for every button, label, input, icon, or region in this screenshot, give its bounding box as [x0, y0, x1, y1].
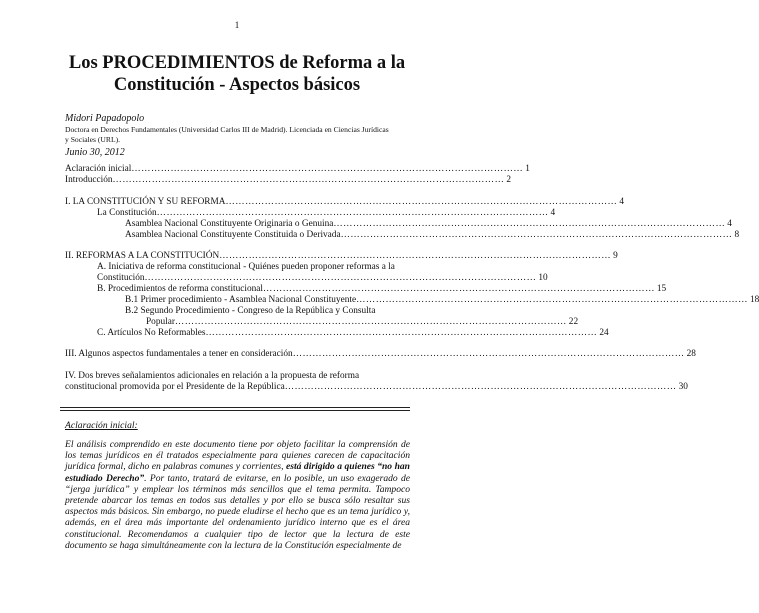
toc-entry-text: Asamblea Nacional Constituyente Originaria o Genuina	[125, 219, 334, 229]
author-affiliation	[65, 125, 415, 145]
toc-entry-text: Asamblea Nacional Constituyente Constituida o Derivada	[125, 230, 341, 240]
toc-page-number: 18	[749, 295, 759, 305]
toc-leader: …………………………………………………………………………………………………………	[263, 284, 655, 294]
toc-leader: …………………………………………………………………………………………………………	[340, 230, 733, 240]
page-number: 1	[234, 20, 240, 30]
toc-entry-aclaracion[interactable]	[65, 164, 530, 175]
body-text-emphasis: está dirigido a quienes “no han estudiado Derecho”	[65, 461, 410, 484]
toc-leader: …………………………………………………………………………………………………………	[292, 349, 685, 359]
toc-page-number: 8	[734, 230, 740, 240]
toc-entry-text: Constitución	[97, 273, 145, 283]
toc-entry-text: II. REFORMAS A LA CONSTITUCIÓN	[65, 251, 220, 261]
toc-leader: …………………………………………………………………………………………………………	[205, 328, 598, 338]
toc-page-number: 15	[656, 284, 667, 294]
toc-leader: …………………………………………………………………………………………………………	[333, 219, 726, 229]
toc-entry-section-1[interactable]	[65, 197, 624, 208]
toc-entry-asamblea-derivada[interactable]	[125, 230, 740, 241]
body-paragraph	[65, 439, 410, 551]
toc-entry-text: Aclaración inicial	[65, 164, 132, 174]
toc-leader: …………………………………………………………………………………………………………	[156, 208, 549, 218]
author-name: Midori Papadopolo	[65, 113, 145, 124]
affiliation-line-1: Doctora en Derechos Fundamentales (Universidad Carlos III de Madrid). Licenciada en Ciencias Jurídicas	[65, 125, 389, 134]
document-date: Junio 30, 2012	[65, 147, 125, 158]
toc-entry-introduccion[interactable]	[65, 175, 512, 186]
top-rule	[60, 407, 410, 408]
toc-entry-text: C. Artículos No Reformables	[97, 328, 206, 338]
toc-leader: …………………………………………………………………………………………………………	[144, 273, 537, 283]
toc-page-number: 1	[525, 164, 530, 174]
toc-leader: …………………………………………………………………………………………………………	[225, 197, 618, 207]
toc-leader: …………………………………………………………………………………………………………	[174, 317, 567, 327]
toc-leader: …………………………………………………………………………………………………………	[356, 295, 748, 305]
toc-entry-section-4-line-2[interactable]	[65, 382, 688, 393]
title-line-1: Los PROCEDIMIENTOS de Reforma a la	[68, 53, 406, 73]
toc-page-number: 28	[686, 349, 696, 359]
toc-entry-procedimientos[interactable]	[97, 284, 667, 295]
toc-page-number: 4	[550, 208, 556, 218]
toc-entry-articulos-no-reformables[interactable]	[97, 328, 609, 339]
toc-entry-iniciativa-line-2[interactable]	[97, 273, 548, 284]
bottom-rule	[60, 410, 410, 411]
toc-entry-asamblea-originaria[interactable]	[125, 219, 732, 230]
toc-entry-section-2[interactable]	[65, 251, 618, 262]
body-text-part-1: El análisis comprendido en este documento tiene por objeto facilitar la comprensión de los temas jurídicos en él tratados especialmente para quienes carecen de capacitación jurídica formal, dicho en palabras comunes y corrientes,	[65, 439, 410, 473]
toc-page-number: 24	[599, 328, 609, 338]
toc-page-number: 9	[613, 251, 618, 261]
toc-entry-segundo-procedimiento-line-1[interactable]: B.2 Segundo Procedimiento - Congreso de la República y Consulta	[125, 306, 376, 316]
toc-entry-primer-procedimiento[interactable]	[125, 295, 759, 306]
toc-entry-text: III. Algunos aspectos fundamentales a tener en consideración	[65, 349, 293, 359]
toc-entry-text: Popular	[146, 317, 175, 327]
toc-page-number: 2	[506, 175, 512, 185]
body-text-part-2: . Por tanto, tratará de evitarse, en lo posible, un uso exagerado de “jerga jurídica” y emplear los términos más sencillos que el tema permita. Tampoco pretende abarcar los temas en todos sus detalles y por ello se busca sólo resaltar sus aspectos más básicos. Sin embargo, no puede eludirse el hecho que es un tema jurídico y, además, en el área más importante del ordenamiento jurídico interno que es el área constitucional. Recomendamos a cualquier tipo de lector que la lectura de este documento se haga simultáneamente con la lectura de la Constitución especialmente de	[65, 472, 410, 551]
toc-page-number: 10	[538, 273, 548, 283]
toc-entry-section-3[interactable]	[65, 349, 696, 360]
toc-page-number: 30	[678, 382, 688, 392]
toc-entry-text: I. LA CONSTITUCIÓN Y SU REFORMA	[65, 197, 226, 207]
toc-leader: …………………………………………………………………………………………………………	[112, 175, 505, 185]
toc-leader: …………………………………………………………………………………………………………	[219, 251, 612, 261]
toc-entry-segundo-procedimiento-line-2[interactable]	[146, 317, 579, 328]
toc-entry-text: Introducción	[65, 175, 113, 185]
toc-entry-iniciativa-line-1[interactable]: A. Iniciativa de reforma constitucional - Quiénes pueden proponer reformas a la	[97, 262, 395, 272]
toc-entry-text: B. Procedimientos de reforma constitucional	[97, 284, 264, 294]
section-heading: Aclaración inicial:	[65, 420, 138, 431]
toc-page-number: 4	[619, 197, 624, 207]
toc-page-number: 22	[568, 317, 579, 327]
title-line-2: Constitución - Aspectos básicos	[113, 75, 361, 95]
toc-page-number: 4	[727, 219, 732, 229]
toc-leader: …………………………………………………………………………………………………………	[131, 164, 524, 174]
toc-entry-text: B.1 Primer procedimiento - Asamblea Nacional Constituyente	[125, 295, 357, 305]
affiliation-line-2: y Sociales (URL).	[65, 135, 121, 144]
toc-entry-la-constitucion[interactable]	[97, 208, 556, 219]
toc-entry-text: La Constitución	[97, 208, 157, 218]
toc-leader: …………………………………………………………………………………………………………	[284, 382, 677, 392]
toc-entry-section-4-line-1[interactable]: IV. Dos breves señalamientos adicionales en relación a la propuesta de reforma	[65, 371, 360, 381]
document-title	[60, 52, 414, 96]
toc-entry-text: constitucional promovida por el Presidente de la República	[65, 382, 285, 392]
